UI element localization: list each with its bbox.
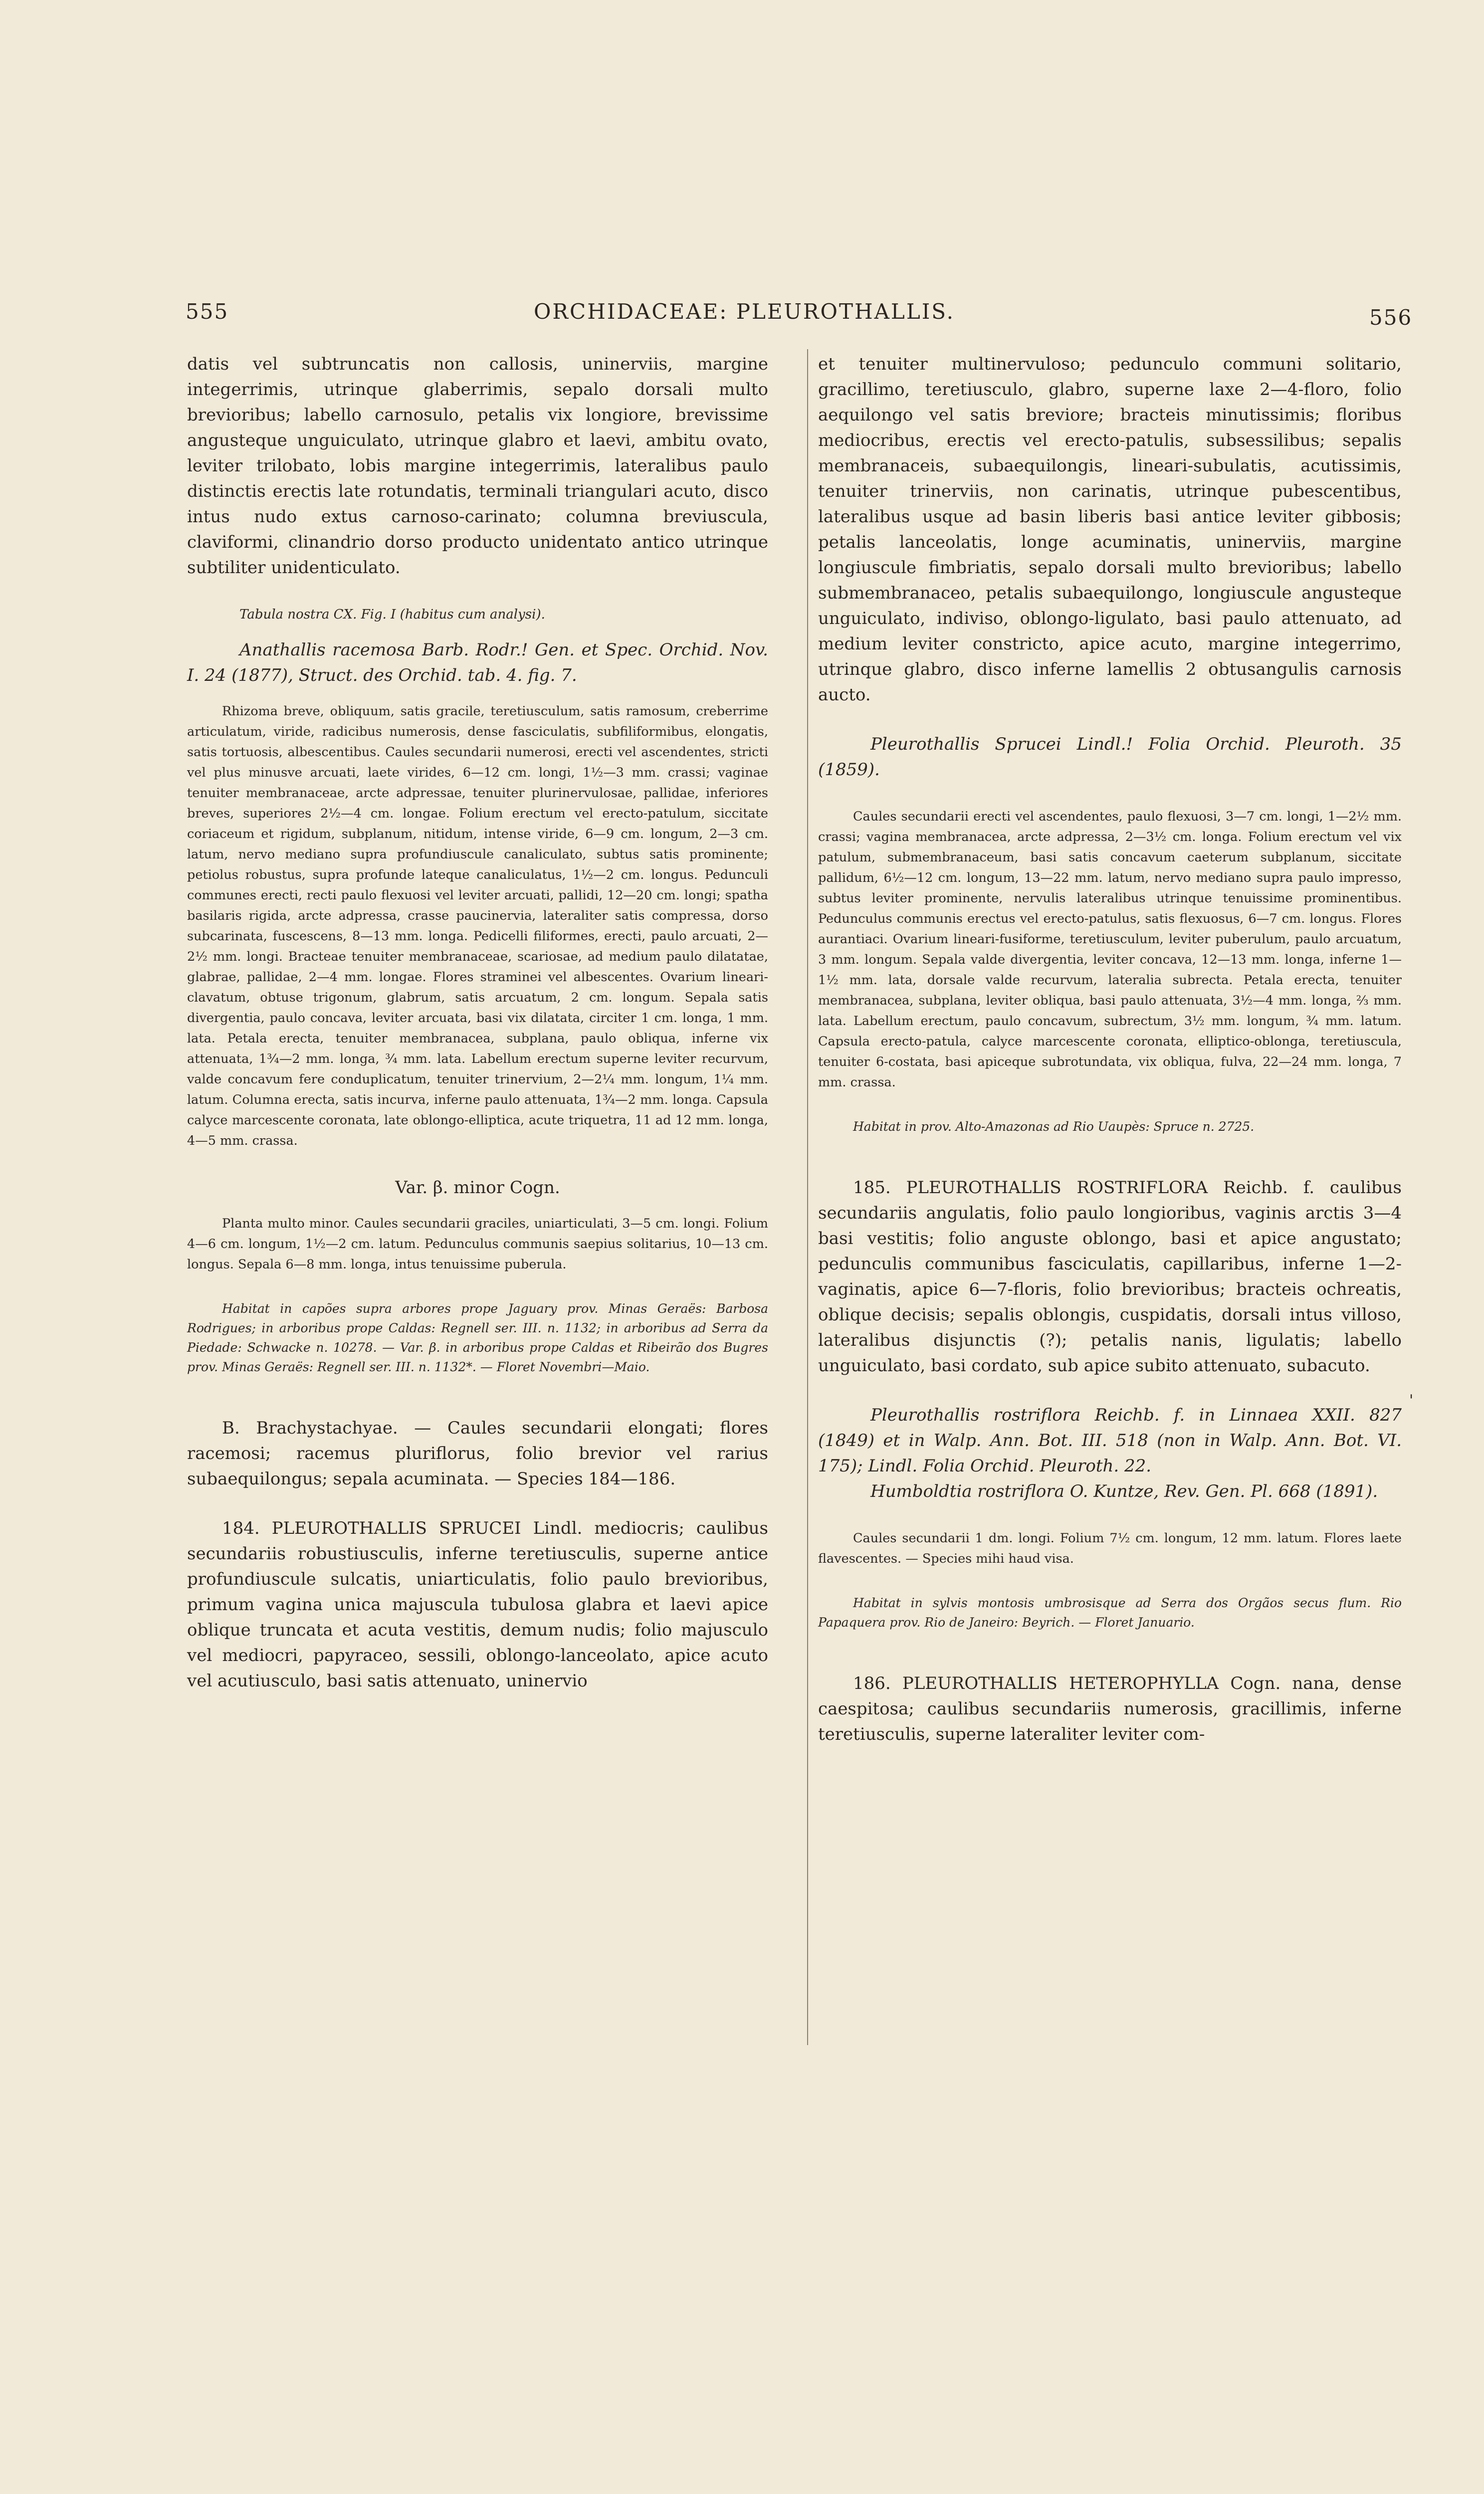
species-184-citation: Pleurothallis Sprucei Lindl.! Folia Orchid. Pleuroth. 35 (1859). [818,734,1402,780]
species-185-habitat: Habitat in sylvis montosis umbrosisque ad Serra dos Orgãos secus flum. Rio Papaquera prov. Rio de Janeiro: Beyrich. — Floret Januario. [818,1596,1402,1630]
species-186-diagnosis: 186. PLEUROTHALLIS HETEROPHYLLA Cogn. nana, dense caespitosa; caulibus secundariis numerosis, gracillimis, inferne teretiusculis, superne lateraliter leviter com- [818,1673,1402,1744]
species-184-description: Caules secundarii erecti vel ascendentes, paulo flexuosi, 3—7 cm. longi, 1—2½ mm. crassi; vagina membranacea, arcte adpressa, 2—3½ cm. longa. Folium erectum vel vix patulum, submembranaceum, basi satis concavum caeterum subplanum, siccitate pallidum, 6½—12 cm. longum, 13—22 mm. latum, nervo mediano supra paulo impresso, subtus leviter prominente, nervulis lateralibus utrinque tenuissime prominentibus. Pedunculus communis erectus vel erecto-patulus, satis flexuosus, 6—7 cm. longus. Flores aurantiaci. Ovarium lineari-fusiforme, teretiusculum, leviter puberulum, paulo arcuatum, 3 mm. longum. Sepala valde divergentia, leviter concava, 12—13 mm. longa, inferne 1—1½ mm. lata, dorsale valde recurvum, lateralia subrecta. Petala erecta, tenuiter membranacea, subplana, leviter obliqua, basi paulo attenuata, 3½—4 mm. longa, ⅔ mm. lata. Labellum erectum, paulo concavum, subrectum, 3½ mm. longum, ¾ mm. latum. Capsula erecto-patula, calyce marcescente coronata, elliptico-oblonga, teretiuscula, tenuiter 6-costata, basi apiceque subrotundata, vix obliqua, fulva, 22—24 mm. longa, 7 mm. crassa. [818,809,1402,1090]
page-number-left: 555 [186,299,229,324]
species-184-continuation: et tenuiter multinervuloso; pedunculo communi solitario, gracillimo, teretiusculo, glabro, superne laxe 2—4-floro, folio aequilongo vel satis breviore; bracteis minutissimis; floribus mediocribus, erectis vel erecto-patulis, subsessilibus; sepalis membranaceis, subaequilongis, lineari-subulatis, acutissimis, tenuiter trinerviis, non carinatis, utrinque pubescentibus, lateralibus usque ad basin liberis basi antice leviter gibbosis; petalis lanceolatis, longe acuminatis, uninerviis, margine longiuscule fimbriatis, sepalo dorsali multo brevioribus; labello submembranaceo, petalis subaequilongo, longiuscule angusteque unguiculato, indiviso, oblongo-ligulato, basi paulo attenuato, ad medium leviter constricto, apice acuto, margine integerrimo, utrinque glabro, disco inferne lamellis 2 obtusangulis carnosis aucto. [818,354,1402,705]
habitat-note: Habitat in capões supra arbores prope Jaguary prov. Minas Geraës: Barbosa Rodrigues; in arboribus prope Caldas: Regnell ser. III. n. 1132; in arboribus ad Serra da Piedade: Schwacke n. 10278. — Var. β. in arboribus prope Caldas et Ribeirão dos Bugres prov. Minas Geraës: Regnell ser. III. n. 1132*. — Floret Novembri—Maio. [187,1301,768,1374]
right-column [818,352,1402,1747]
running-title: ORCHIDACEAE: PLEUROTHALLIS. [534,299,955,324]
column-divider [807,349,808,2045]
plate-reference: Tabula nostra CX. Fig. I (habitus cum analysi). [239,607,545,622]
species-185-citation: Pleurothallis rostriflora Reichb. f. in Linnaea XXII. 827 (1849) et in Walp. Ann. Bot. III. 518 (non in Walp. Ann. Bot. VI. 175); Lindl. Folia Orchid. Pleuroth. 22. [818,1405,1402,1476]
species-description: Rhizoma breve, obliquum, satis gracile, teretiusculum, satis ramosum, creberrime articulatum, viride, radicibus numerosis, dense fasciculatis, subfiliformibus, elongatis, satis tortuosis, albescentibus. Caules secundarii numerosi, erecti vel ascendentes, stricti vel plus minusve arcuati, laete virides, 6—12 cm. longi, 1½—3 mm. crassi; vaginae tenuiter membranaceae, arcte adpressae, tenuiter plurinervulosae, pallidae, inferiores breves, superiores 2½—4 cm. longae. Folium erectum vel erecto-patulum, siccitate coriaceum et rigidum, subplanum, nitidum, intense viride, 6—9 cm. longum, 2—3 cm. latum, nervo mediano supra profundiuscule canaliculato, subtus satis prominente; petiolus robustus, supra profunde lateque canaliculatus, 1½—2 cm. longus. Pedunculi communes erecti, recti paulo flexuosi vel leviter arcuati, pallidi, 12—20 cm. longi; spatha basilaris rigida, arcte adpressa, crasse paucinervia, lateraliter satis compressa, dorso subcarinata, fuscescens, 8—13 mm. longa. Pedicelli filiformes, erecti, paulo arcuati, 2—2½ mm. longi. Bracteae tenuiter membranaceae, scariosae, ad medium paulo dilatatae, glabrae, pallidae, 2—4 mm. longae. Flores straminei vel albescentes. Ovarium lineari-clavatum, obtuse trigonum, glabrum, satis arcuatum, 2 cm. longum. Sepala satis divergentia, paulo concava, leviter arcuata, basi vix dilatata, circiter 1 cm. longa, 1 mm. lata. Petala erecta, tenuiter membranacea, subplana, paulo obliqua, inferne vix attenuata, 1¾—2 mm. longa, ¾ mm. lata. Labellum erectum superne leviter recurvum, valde concavum fere conduplicatum, tenuiter trinervium, 2—2¼ mm. longum, 1¼ mm. latum. Columna erecta, satis incurva, inferne paulo attenuata, 1¾—2 mm. longa. Capsula calyce marcescente coronata, late oblongo-elliptica, acute triquetra, 11 ad 12 mm. longa, 4—5 mm. crassa. [187,704,768,1148]
species-185-synonym: Humboldtia rostriflora O. Kuntze, Rev. Gen. Pl. 668 (1891). [870,1481,1378,1501]
margin-mark: ' [1409,1392,1414,1409]
species-184-habitat: Habitat in prov. Alto-Amazonas ad Rio Uaupès: Spruce n. 2725. [853,1119,1255,1134]
left-column [187,352,768,1694]
diagnosis-continuation: datis vel subtruncatis non callosis, uninerviis, margine integerrimis, utrinque glaberrimis, sepalo dorsali multo brevioribus; labello carnosulo, petalis vix longiore, brevissime angusteque unguiculato, utrinque glabro et laevi, ambitu ovato, leviter trilobato, lobis margine integerrimis, lateralibus paulo distinctis erectis late rotundatis, terminali triangulari acuto, disco intus nudo extus carnoso-carinato; columna breviuscula, claviformi, clinandrio dorso producto unidentato antico utrinque subtiliter unidenticulato. [187,354,768,578]
species-185-description: Caules secundarii 1 dm. longi. Folium 7½ cm. longum, 12 mm. latum. Flores laete flavescentes. — Species mihi haud visa. [818,1531,1402,1566]
species-184-diagnosis: 184. PLEUROTHALLIS SPRUCEI Lindl. mediocris; caulibus secundariis robustiusculis, inferne teretiusculis, superne antice profundiuscule sulcatis, uniarticulatis, folio paulo brevioribus, primum vagina unica majuscula tubulosa glabra et laevi apice oblique truncata et acuta vestitis, demum nudis; folio majusculo vel mediocri, papyraceo, sessili, oblongo-lanceolato, apice acuto vel acutiusculo, basi satis attenuato, uninervio [187,1518,768,1691]
variety-heading: Var. β. minor Cogn. [395,1178,560,1198]
species-185-diagnosis: 185. PLEUROTHALLIS ROSTRIFLORA Reichb. f. caulibus secundariis angulatis, folio paulo longioribus, vaginis arctis 3—4 basi vestitis; folio anguste oblongo, basi et apice angustato; pedunculis communibus fasciculatis, capillaribus, inferne 1—2-vaginatis, apice 6—7-floris, folio brevioribus; bracteis ochreatis, oblique decisis; sepalis oblongis, cuspidatis, dorsali intus villoso, lateralibus disjunctis (?); petalis nanis, ligulatis; labello unguiculato, basi cordato, sub apice subito attenuato, subacuto. [818,1178,1402,1376]
page-number-right: 556 [1369,305,1413,330]
page-header [180,299,1413,334]
section-heading-b: B. Brachystachyae. — Caules secundarii elongati; flores racemosi; racemus pluriflorus, folio brevior vel rarius subaequilongus; sepala acuminata. — Species 184—186. [187,1418,768,1489]
synonym-citation: Anathallis racemosa Barb. Rodr.! Gen. et Spec. Orchid. Nov. I. 24 (1877), Struct. des Orchid. tab. 4. fig. 7. [187,640,768,685]
variety-description: Planta multo minor. Caules secundarii graciles, uniarticulati, 3—5 cm. longi. Folium 4—6 cm. longum, 1½—2 cm. latum. Pedunculus communis saepius solitarius, 10—13 cm. longus. Sepala 6—8 mm. longa, intus tenuissime puberula. [187,1216,768,1272]
